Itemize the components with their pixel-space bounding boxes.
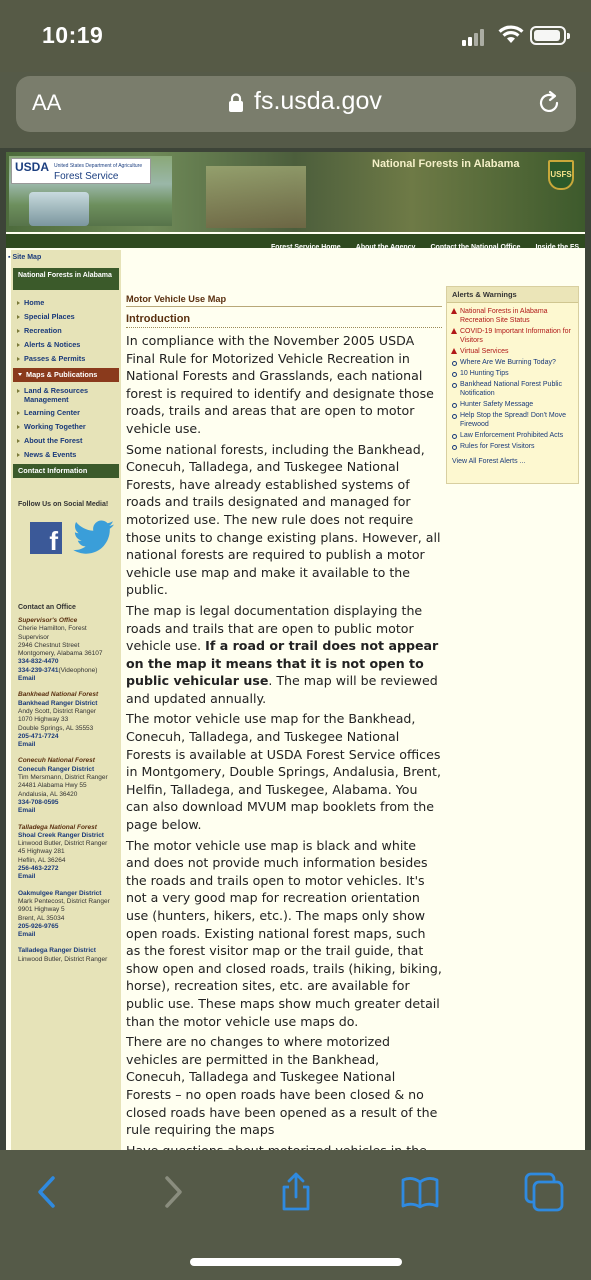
alert-link[interactable]: 10 Hunting Tips [451,369,574,378]
paragraph: Some national forests, including the Bankhead, Conecuh, Talladega, and Tuskegee National Forests, have already established systems of roads and trails designated and managed for motorized use. The new rule does not require those units to change existing plans. However, all national forests are required to publish a motor vehicle use map and make it available to the public. [126,441,441,598]
twitter-icon[interactable] [73,520,115,556]
paragraph: There are no changes to where motorized vehicles are permitted in the Bankhead, Conecuh, Talladega and Tuskegee National Forests – no open roads have been closed & no closed roads have been opened as a result of the rule requiring the maps [126,1034,438,1138]
url-text[interactable]: fs.usda.gov [254,87,382,115]
view-all-alerts-link[interactable]: View All Forest Alerts ... [452,458,526,465]
alerts-list [447,303,578,451]
facebook-icon[interactable]: f [30,522,62,554]
alert-link[interactable]: Hunter Safety Message [451,400,574,409]
sidebar-item-maps-publications[interactable]: Maps & Publications [13,368,119,382]
forest-service-shield-icon: USFS [548,160,574,190]
office-line: Cherie Hamilton, Forest Supervisor [18,625,87,641]
office-line: 24481 Alabama Hwy 55 [18,782,87,790]
waterfall-image [29,192,89,226]
office-line: 1070 Highway 33 [18,716,69,724]
district-link[interactable]: Conecuh Ranger District [18,765,95,773]
web-page [0,148,591,1150]
alert-link[interactable]: COVID-19 Important Information for Visitors [451,327,574,345]
office-label: Conecuh National Forest [18,757,95,765]
office-block [18,947,118,964]
alert-link[interactable]: Help Stop the Spread! Don't Move Firewood [451,411,574,429]
sidebar-section-title[interactable]: National Forests in Alabama [13,268,119,290]
office-line: Linwood Butler, District Ranger [18,955,108,963]
office-line: Andalusia, AL 36420 [18,790,78,798]
sidebar-item-alerts-notices[interactable]: Alerts & Notices [11,338,121,352]
alerts-heading: Alerts & Warnings [447,287,578,303]
sidebar-item-recreation[interactable]: Recreation [11,324,121,338]
phone-link[interactable]: 334-708-0595 [18,798,59,806]
contact-heading: Contact an Office [18,604,76,611]
sidebar-item-learning-center[interactable]: Learning Center [11,406,121,420]
site-map-link[interactable]: ▪ Site Map [8,254,42,261]
email-link[interactable]: Email [18,807,36,815]
sidebar-item-special-places[interactable]: Special Places [11,310,121,324]
social-heading: Follow Us on Social Media! [18,501,109,508]
office-block [18,757,118,815]
lock-icon [228,93,244,113]
office-line: Tim Mersmann, District Ranger [18,774,108,782]
sidebar-item-contact-information[interactable]: Contact Information [13,464,119,478]
back-icon[interactable] [28,1172,68,1212]
office-block [18,617,118,683]
office-block [18,890,118,940]
alert-link[interactable]: Rules for Forest Visitors [451,442,574,451]
district-link[interactable]: Bankhead Ranger District [18,699,98,707]
office-line: 2946 Chestnut Street [18,641,80,649]
email-link[interactable]: Email [18,873,36,881]
office-line: Mark Pentecost, District Ranger [18,897,110,905]
district-link[interactable]: Talladega Ranger District [18,947,96,955]
office-line: Double Springs, AL 35553 [18,724,94,732]
bold-notice: If a road or trail does not appear on the map it means that it is not open to public vehicular use [126,638,439,689]
paragraph-text: . The map will be reviewed and updated annually. [126,673,438,706]
paragraph [126,602,442,708]
district-link[interactable]: Oakmulgee Ranger District [18,889,102,897]
phone-link[interactable]: 256-463-2272 [18,865,59,873]
tabs-icon[interactable] [524,1172,564,1212]
office-label: Supervisor's Office [18,617,78,624]
sidebar-item-about-forest[interactable]: About the Forest [11,434,121,448]
paragraph: The motor vehicle use map for the Bankhead, Conecuh, Talladega, and Tuskegee National Forests is available at USDA Forest Service offices in Montgomery, Double Springs, Andalusia, Brent, Helfin, Talladega, and Tuskegee, Alabama. You can also download MVUM map booklets from the page below. [126,711,441,833]
usda-wordmark: USDA [15,160,50,174]
usda-logo[interactable] [11,158,151,184]
alert-link[interactable]: Virtual Services [451,347,574,356]
clock: 10:19 [42,22,104,48]
sidebar-item-home[interactable]: Home [11,296,121,310]
site-title: National Forests in Alabama [372,158,520,170]
phone-link[interactable]: 205-471-7724 [18,732,59,740]
sidebar-item-passes-permits[interactable]: Passes & Permits [11,352,121,366]
district-link[interactable]: Shoal Creek Ranger District [18,831,104,839]
office-block [18,691,118,749]
alert-link[interactable]: National Forests in Alabama Recreation Site Status [451,307,574,325]
address-bar[interactable] [16,76,576,132]
nav-inside-fs[interactable]: Inside the FS [535,244,579,251]
share-icon[interactable] [276,1172,316,1212]
office-line: 45 Highway 281 [18,848,65,856]
battery-icon [530,26,566,45]
alert-link[interactable]: Bankhead National Forest Public Notification [451,380,574,398]
email-link[interactable]: Email [18,931,36,939]
department-name: United States Department of Agriculture [54,163,143,169]
email-link[interactable]: Email [18,741,36,749]
page-title: Introduction [126,313,442,328]
sidebar-item-land-resources[interactable]: Land & Resources Management [11,384,121,406]
nav-forest-service-home[interactable]: Forest Service Home [271,244,341,251]
office-block [18,824,118,882]
phone-note: (Videophone) [58,666,98,674]
reload-icon[interactable] [536,90,562,116]
phone-link[interactable]: 334-832-4470 [18,658,59,666]
alert-link[interactable]: Where Are We Burning Today? [451,358,574,367]
office-line: Heflin, AL 36264 [18,856,66,864]
page-frame [6,152,585,1152]
sidebar-item-news-events[interactable]: News & Events [11,448,121,462]
banner-photo-waterfall [9,156,172,226]
breadcrumb: Motor Vehicle Use Map [126,294,442,307]
alert-link[interactable]: Law Enforcement Prohibited Acts [451,431,574,440]
alerts-panel [446,286,579,484]
text-size-button[interactable]: AA [32,90,62,115]
bookmarks-icon[interactable] [400,1172,440,1212]
wifi-icon [498,25,524,45]
status-bar [0,0,591,72]
main-content [126,294,442,1162]
agency-name: Forest Service [54,171,119,182]
office-line: Linwood Butler, District Ranger [18,840,108,848]
email-link[interactable]: Email [18,675,36,683]
paragraph: The motor vehicle use map is black and white and does not provide much information besides the roads and trails open to motor vehicles. It's not a very good map for recreation orientation use (hunters, hikers, etc.). The maps only show open roads. Existing national forest maps, such as the forest visitor map or the trail guide, that show open and closed roads, trails (hiking, biking, horse), recreation sites, etc. are available for public use. These maps show much greater detail than the motor vehicle use maps do. [126,837,442,1029]
office-line: Brent, AL 35034 [18,914,65,922]
nav-about-agency[interactable]: About the Agency [355,244,416,251]
phone-link[interactable]: 334-239-3741 [18,666,59,674]
paragraph: In compliance with the November 2005 USDA Final Rule for Motorized Vehicle Recreation in National Forests and Grasslands, each national forest is required to identify and designate those roads, trails and areas that are open to motor vehicle use. [126,333,434,436]
office-line: 9901 Highway 5 [18,906,65,914]
paragraph-text: The map is legal documentation displaying the roads and trails that are open to public motor vehicle use. [126,602,423,654]
cellular-signal-icon [462,28,488,46]
office-line: Montgomery, Alabama 36107 [18,650,103,658]
top-navigation [6,234,585,251]
phone-link[interactable]: 205-926-9765 [18,922,59,930]
office-label: Talladega National Forest [18,823,97,831]
office-line: Andy Scott, District Ranger [18,707,97,715]
banner-photo-hikers [206,166,306,228]
office-label: Bankhead National Forest [18,691,99,699]
forward-icon[interactable] [152,1172,192,1212]
home-indicator[interactable] [190,1258,402,1266]
left-sidebar [8,250,121,1170]
nav-contact-national-office[interactable]: Contact the National Office [430,244,521,251]
contact-offices [18,604,118,964]
sidebar-item-working-together[interactable]: Working Together [11,420,121,434]
site-banner [6,152,585,232]
sidebar-nav [11,296,121,480]
